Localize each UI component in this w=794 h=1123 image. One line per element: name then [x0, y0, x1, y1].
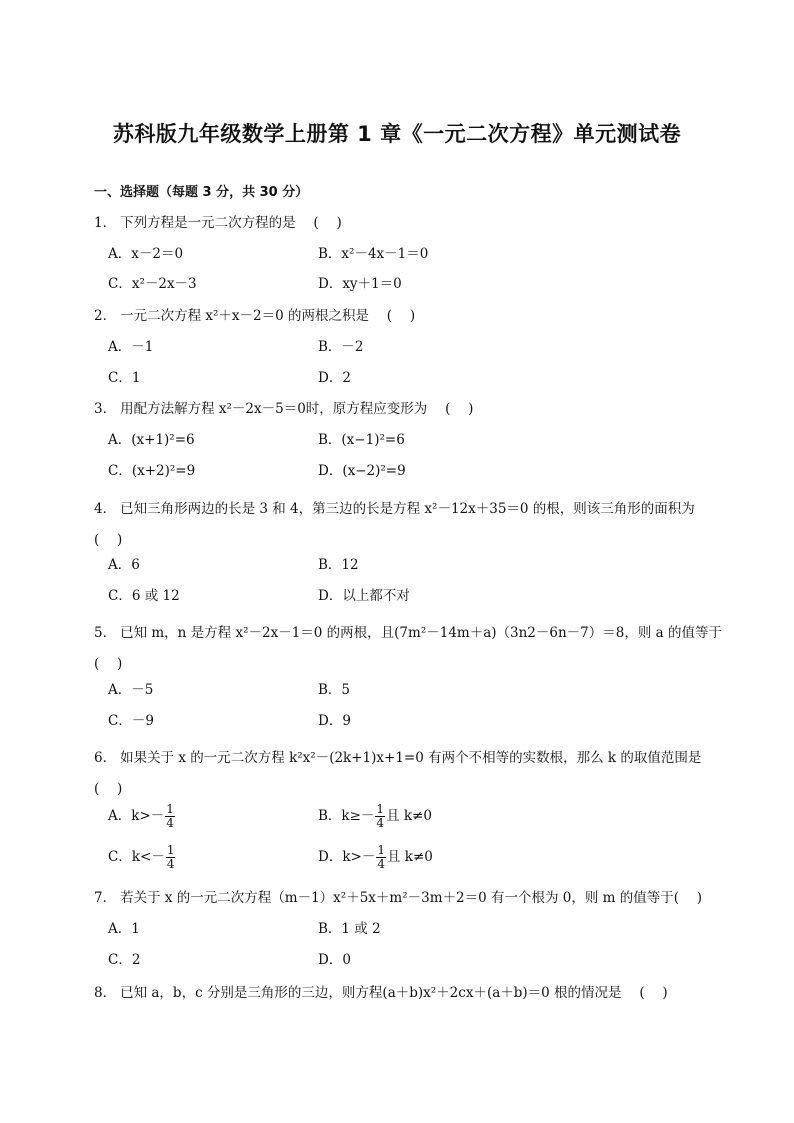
question-3 [94, 400, 473, 418]
answer-bracket: ( ) [94, 532, 123, 548]
denominator: 4 [376, 816, 385, 830]
question-number: 4． [94, 501, 117, 517]
numerator: 1 [377, 843, 385, 857]
option-b: B．5 [318, 682, 351, 698]
question-4 [94, 494, 695, 556]
fraction [165, 803, 175, 830]
numerator: 1 [166, 843, 175, 857]
option-c [108, 844, 176, 871]
option-b: B．(x−1)²=6 [318, 432, 405, 448]
option-c: C．x²－2x－3 [108, 276, 197, 292]
question-6 [94, 743, 701, 805]
answer-bracket: ( ) [94, 656, 123, 672]
question-text: 用配方法解方程 x²－2x－5＝0时，原方程应变形为 ( ) [120, 401, 474, 417]
question-text: 如果关于 x 的一元二次方程 k²x²－(2k+1)x+1=0 有两个不相等的实数根，那么 k 的取值范围是 [120, 750, 702, 766]
option-d: D．以上都不对 [318, 588, 410, 604]
option-c: C．(x+2)²=9 [108, 463, 196, 479]
fraction [376, 844, 386, 871]
question-8 [94, 984, 668, 1002]
option-b: B．12 [318, 557, 359, 573]
option-d: D．2 [318, 370, 351, 386]
option-prefix: D．k>－ [318, 849, 376, 865]
option-prefix: C．k<－ [108, 849, 165, 865]
question-7 [94, 889, 702, 907]
option-suffix: 且 k≠0 [386, 849, 433, 865]
option-c: C．1 [108, 370, 141, 386]
option-d: D．9 [318, 713, 351, 729]
question-text: 下列方程是一元二次方程的是 ( ) [120, 215, 342, 231]
option-d: D．xy＋1＝0 [318, 276, 402, 292]
answer-bracket: ( ) [94, 781, 123, 797]
option-a: A．x－2＝0 [108, 246, 184, 262]
question-text: 一元二次方程 x²＋x－2＝0 的两根之积是 ( ) [120, 308, 416, 324]
question-number: 6． [94, 750, 117, 766]
question-text: 已知 a，b，c 分别是三角形的三边，则方程(a＋b)x²＋2cx＋(a＋b)＝0 根的情况是 ( ) [120, 985, 668, 1001]
question-5 [94, 618, 722, 680]
option-d: D．0 [318, 952, 351, 968]
question-2 [94, 307, 415, 325]
question-1 [94, 214, 342, 232]
denominator: 4 [166, 857, 175, 871]
option-c: C．－9 [108, 713, 154, 729]
question-text: 若关于 x 的一元二次方程（m－1）x²＋5x＋m²－3m＋2＝0 有一个根为 0，则 m 的值等于( ) [120, 890, 703, 906]
fraction [166, 844, 176, 871]
question-number: 5． [94, 625, 117, 641]
option-a: A．(x+1)²=6 [108, 432, 195, 448]
option-a [108, 803, 176, 830]
question-number: 1． [94, 215, 117, 231]
option-b: B．1 或 2 [318, 921, 381, 937]
question-number: 8． [94, 985, 117, 1001]
page-title: 苏科版九年级数学上册第 1 章《一元二次方程》单元测试卷 [112, 122, 682, 146]
numerator: 1 [166, 802, 174, 816]
question-number: 2． [94, 308, 117, 324]
option-suffix: 且 k≠0 [386, 808, 432, 824]
option-c: C．6 或 12 [108, 588, 180, 604]
option-prefix: A．k>－ [108, 808, 165, 824]
question-number: 3． [94, 401, 117, 417]
option-a: A．6 [108, 557, 140, 573]
denominator: 4 [166, 816, 174, 830]
option-c: C．2 [108, 952, 141, 968]
fraction [375, 803, 385, 830]
question-text: 已知 m，n 是方程 x²－2x－1＝0 的两根，且(7m²－14m＋a)（3n2－6n－7）＝8，则 a 的值等于 [120, 625, 722, 641]
question-text: 已知三角形两边的长是 3 和 4，第三边的长是方程 x²－12x＋35＝0 的根，则该三角形的面积为 [120, 501, 695, 517]
option-a: A．1 [108, 921, 140, 937]
option-d [318, 844, 433, 871]
option-a: A．－1 [108, 339, 154, 355]
option-b [318, 803, 432, 830]
option-b: B．x²－4x－1＝0 [318, 246, 429, 262]
denominator: 4 [377, 857, 385, 871]
option-d: D．(x−2)²=9 [318, 463, 406, 479]
question-number: 7． [94, 890, 117, 906]
option-b: B．－2 [318, 339, 364, 355]
option-a: A．－5 [108, 682, 154, 698]
numerator: 1 [376, 802, 385, 816]
section-heading: 一、选择题（每题 3 分，共 30 分） [94, 185, 309, 200]
option-prefix: B．k≥－ [318, 808, 375, 824]
